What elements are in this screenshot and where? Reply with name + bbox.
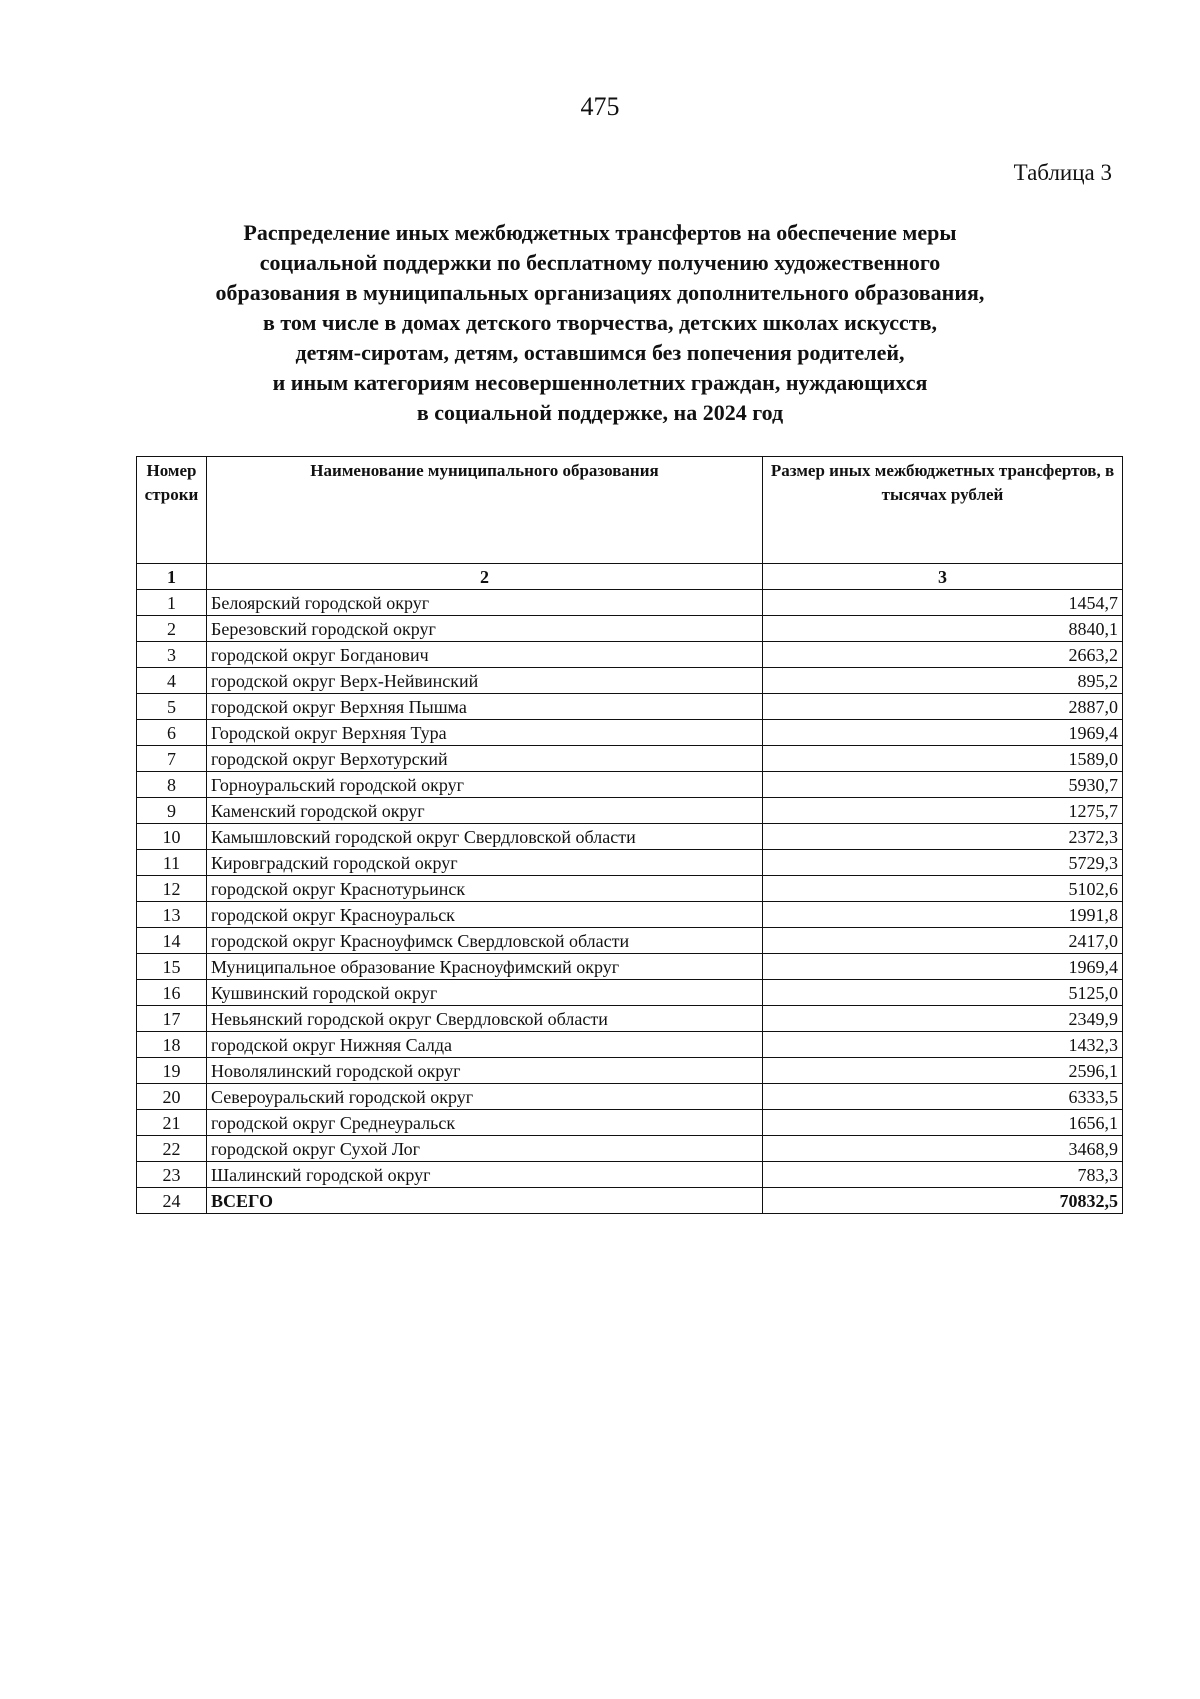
municipality-name: городской округ Нижняя Салда [207,1032,763,1058]
table-label: Таблица 3 [1013,160,1112,185]
column-index: 3 [763,564,1123,590]
row-number: 13 [137,902,207,928]
table-row [137,1032,1123,1058]
column-index: 2 [207,564,763,590]
title-line: Распределение иных межбюджетных трансфертов на обеспечение меры [243,220,957,245]
municipality-name: Муниципальное образование Красноуфимский округ [207,954,763,980]
title-line: в том числе в домах детского творчества, детских школах искусств, [263,310,937,335]
row-number: 15 [137,954,207,980]
transfer-amount: 5125,0 [763,980,1123,1006]
row-number: 2 [137,616,207,642]
table-row [137,1058,1123,1084]
municipality-name: городской округ Красноуфимск Свердловской области [207,928,763,954]
row-number: 19 [137,1058,207,1084]
table-row [137,1110,1123,1136]
row-number: 14 [137,928,207,954]
transfer-amount: 2663,2 [763,642,1123,668]
municipality-name: Новолялинский городской округ [207,1058,763,1084]
table-row [137,954,1123,980]
municipality-name: городской округ Верхотурский [207,746,763,772]
header-transfer-amount: Размер иных межбюджетных трансфертов, в тысячах рублей [763,457,1123,564]
table-row [137,642,1123,668]
table-row [137,850,1123,876]
transfer-amount: 8840,1 [763,616,1123,642]
table-row [137,720,1123,746]
row-number: 9 [137,798,207,824]
transfer-amount: 2887,0 [763,694,1123,720]
column-index-row [137,564,1123,590]
table-row [137,668,1123,694]
municipality-name: Каменский городской округ [207,798,763,824]
transfer-amount: 2349,9 [763,1006,1123,1032]
row-number: 22 [137,1136,207,1162]
table-row [137,1136,1123,1162]
row-number: 24 [137,1188,207,1214]
table-row [137,746,1123,772]
transfer-amount: 895,2 [763,668,1123,694]
row-number: 11 [137,850,207,876]
row-number: 1 [137,590,207,616]
transfer-amount: 1969,4 [763,954,1123,980]
municipality-name: Североуральский городской округ [207,1084,763,1110]
title-line: в социальной поддержке, на 2024 год [416,400,784,425]
title-line: и иным категориям несовершеннолетних граждан, нуждающихся [272,370,928,395]
table-row [137,1162,1123,1188]
municipality-name: городской округ Сухой Лог [207,1136,763,1162]
row-number: 8 [137,772,207,798]
row-number: 20 [137,1084,207,1110]
transfer-amount: 2596,1 [763,1058,1123,1084]
transfer-amount: 6333,5 [763,1084,1123,1110]
transfer-amount: 1991,8 [763,902,1123,928]
row-number: 10 [137,824,207,850]
transfer-amount: 5729,3 [763,850,1123,876]
municipality-name: Березовский городской округ [207,616,763,642]
table-row [137,1006,1123,1032]
transfer-amount: 783,3 [763,1162,1123,1188]
municipality-name: Кушвинский городской округ [207,980,763,1006]
municipality-name: Белоярский городской округ [207,590,763,616]
municipality-name: Камышловский городской округ Свердловской области [207,824,763,850]
column-index: 1 [137,564,207,590]
municipality-name: городской округ Среднеуральск [207,1110,763,1136]
transfer-amount: 3468,9 [763,1136,1123,1162]
transfer-amount: 5102,6 [763,876,1123,902]
municipality-name: Шалинский городской округ [207,1162,763,1188]
municipality-name: городской округ Краснотурьинск [207,876,763,902]
municipality-name: Невьянский городской округ Свердловской области [207,1006,763,1032]
row-number: 7 [137,746,207,772]
transfer-amount: 5930,7 [763,772,1123,798]
municipality-name: Городской округ Верхняя Тура [207,720,763,746]
total-amount: 70832,5 [763,1188,1123,1214]
row-number: 5 [137,694,207,720]
table-row [137,1084,1123,1110]
municipality-name: Горноуральский городской округ [207,772,763,798]
municipality-name: городской округ Богданович [207,642,763,668]
transfers-table [136,456,1123,1214]
title-line: образования в муниципальных организациях дополнительного образования, [215,280,985,305]
transfer-amount: 2417,0 [763,928,1123,954]
transfer-amount: 1432,3 [763,1032,1123,1058]
total-label: ВСЕГО [207,1188,763,1214]
transfer-amount: 1656,1 [763,1110,1123,1136]
table-row [137,902,1123,928]
municipality-name: городской округ Красноуральск [207,902,763,928]
row-number: 6 [137,720,207,746]
page-number: 475 [580,92,620,121]
row-number: 17 [137,1006,207,1032]
row-number: 23 [137,1162,207,1188]
table-header-row [137,457,1123,564]
total-row [137,1188,1123,1214]
document-title [150,218,1050,428]
title-line: детям-сиротам, детям, оставшимся без попечения родителей, [295,340,905,365]
transfer-amount: 1589,0 [763,746,1123,772]
transfer-amount: 1969,4 [763,720,1123,746]
municipality-name: городской округ Верхняя Пышма [207,694,763,720]
table-row [137,798,1123,824]
row-number: 12 [137,876,207,902]
municipality-name: Кировградский городской округ [207,850,763,876]
table-row [137,980,1123,1006]
row-number: 4 [137,668,207,694]
header-municipality-name: Наименование муниципального образования [207,457,763,564]
title-line: социальной поддержки по бесплатному получению художественного [259,250,941,275]
row-number: 3 [137,642,207,668]
table-row [137,694,1123,720]
header-row-number: Номер строки [137,457,207,564]
table-row [137,824,1123,850]
row-number: 18 [137,1032,207,1058]
transfer-amount: 1275,7 [763,798,1123,824]
table-row [137,876,1123,902]
transfer-amount: 1454,7 [763,590,1123,616]
row-number: 21 [137,1110,207,1136]
transfer-amount: 2372,3 [763,824,1123,850]
table-row [137,590,1123,616]
row-number: 16 [137,980,207,1006]
table-row [137,928,1123,954]
municipality-name: городской округ Верх-Нейвинский [207,668,763,694]
table-row [137,772,1123,798]
table-row [137,616,1123,642]
